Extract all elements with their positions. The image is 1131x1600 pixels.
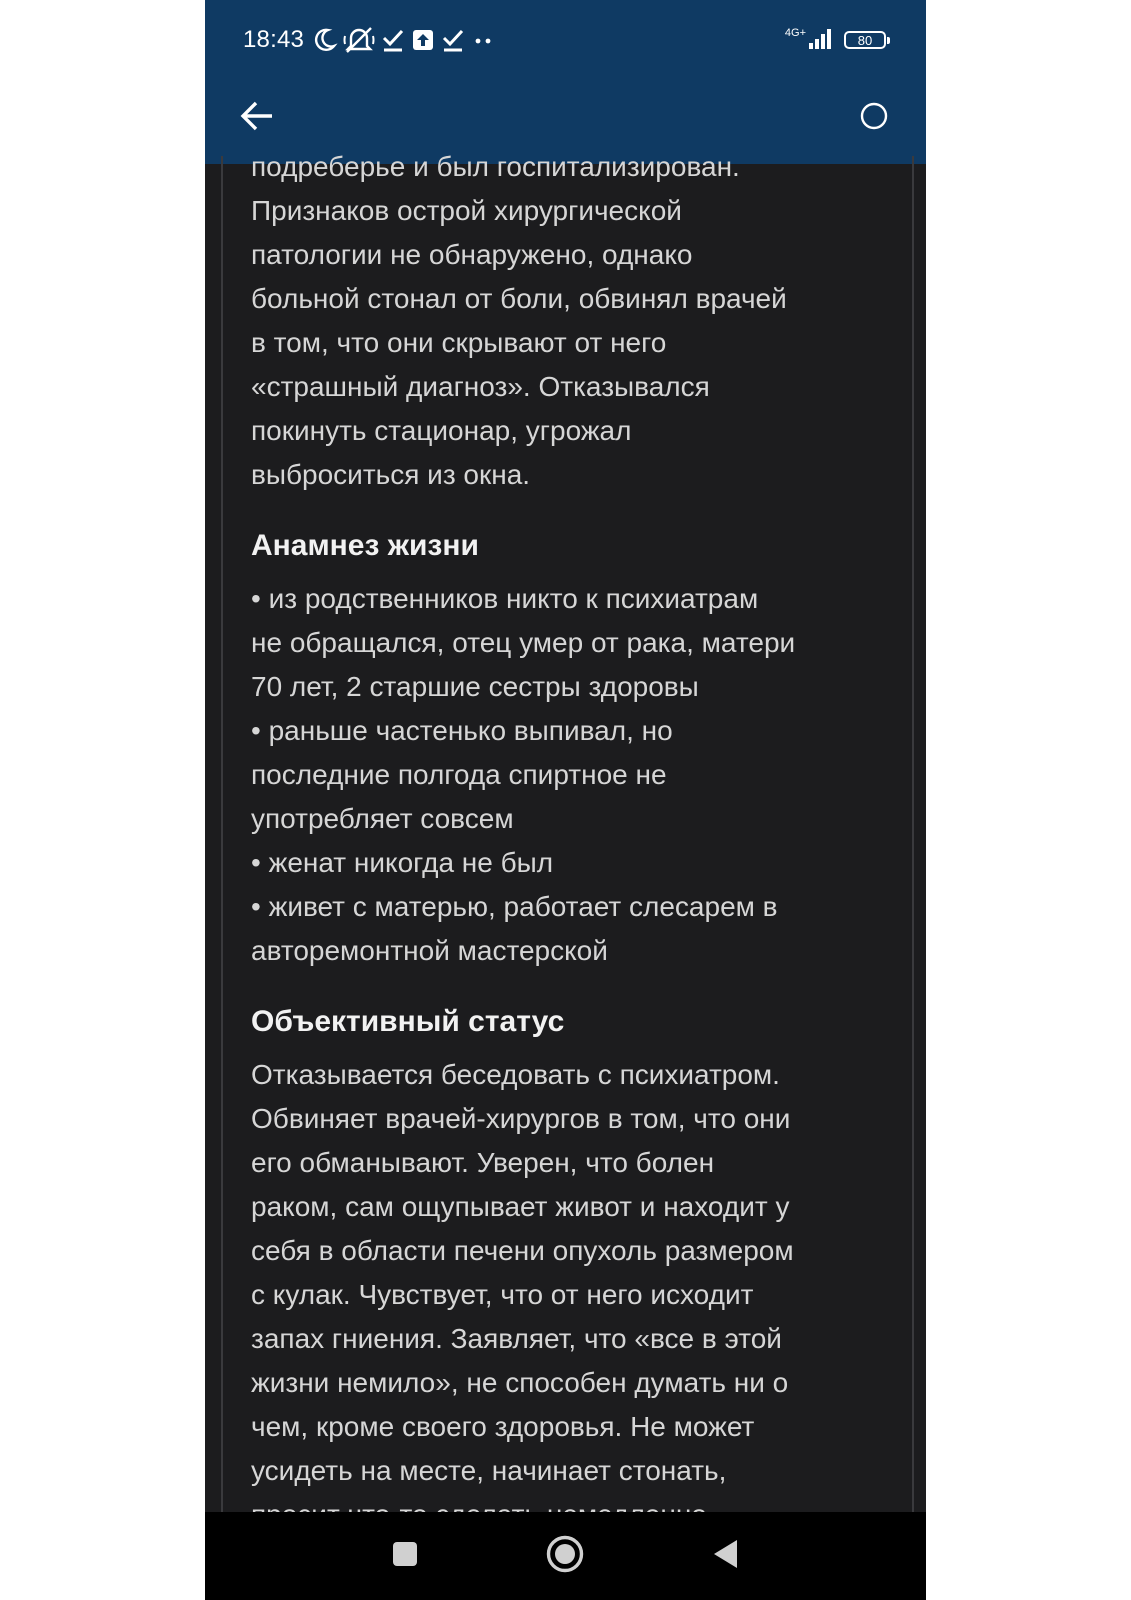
text-line: • женат никогда не был xyxy=(251,847,554,878)
intro-paragraph xyxy=(251,145,891,497)
text-line: • живет с матерью, работает слесарем в xyxy=(251,891,778,922)
moon-icon xyxy=(313,25,337,55)
text-line: его обманывают. Уверен, что болен xyxy=(251,1147,715,1178)
text-line: 70 лет, 2 старшие сестры здоровы xyxy=(251,671,699,702)
article-body xyxy=(251,145,891,1537)
text-line: подреберье и был госпитализирован. xyxy=(251,151,740,182)
text-line: Отказывается беседовать с психиатром. xyxy=(251,1059,780,1090)
text-line: покинуть стационар, угрожал xyxy=(251,415,632,446)
text-line: себя в области печени опухоль размером xyxy=(251,1235,794,1266)
system-nav-bar xyxy=(205,1512,926,1600)
signal-icon xyxy=(808,26,834,55)
arrow-left-icon xyxy=(240,101,274,136)
status-system-icons xyxy=(785,24,886,56)
text-line: жизни немило», не способен думать ни о xyxy=(251,1367,789,1398)
text-line: употребляет совсем xyxy=(251,803,514,834)
more-dots-icon xyxy=(471,25,495,55)
recents-square-icon xyxy=(391,1540,419,1573)
objective-status-paragraph xyxy=(251,1053,891,1537)
text-line: • раньше частенько выпивал, но xyxy=(251,715,673,746)
battery-level: 80 xyxy=(857,32,873,48)
status-time: 18:43 xyxy=(243,26,305,53)
life-history-list xyxy=(251,577,891,973)
home-circle-icon xyxy=(545,1534,585,1579)
status-notification-icons xyxy=(313,24,501,56)
download-check-icon xyxy=(381,25,405,55)
recents-button[interactable] xyxy=(381,1532,429,1580)
status-bar xyxy=(205,0,926,78)
upload-icon xyxy=(411,25,435,55)
back-triangle-icon xyxy=(711,1538,741,1575)
circle-action-button[interactable] xyxy=(852,96,896,140)
article-scroll-area[interactable] xyxy=(205,151,926,1512)
network-type-label: 4G+ xyxy=(784,26,806,39)
text-line: с кулак. Чувствует, что от него исходит xyxy=(251,1279,754,1310)
phone-screen xyxy=(205,0,926,1600)
battery-icon xyxy=(844,31,886,49)
text-line: не обращался, отец умер от рака, матери xyxy=(251,627,796,658)
circle-icon xyxy=(859,101,889,136)
text-line: в том, что они скрывают от него xyxy=(251,327,667,358)
home-button[interactable] xyxy=(541,1532,589,1580)
mute-icon xyxy=(343,25,375,55)
text-line: выброситься из окна. xyxy=(251,459,531,490)
text-line: последние полгода спиртное не xyxy=(251,759,667,790)
download-check-icon xyxy=(441,25,465,55)
text-line: усидеть на месте, начинает стонать, xyxy=(251,1455,727,1486)
text-line: «страшный диагноз». Отказывался xyxy=(251,371,710,402)
text-line: больной стонал от боли, обвинял врачей xyxy=(251,283,787,314)
section-heading-objective-status: Объективный статус xyxy=(251,1005,565,1038)
text-line: Обвиняет врачей-хирургов в том, что они xyxy=(251,1103,791,1134)
text-line: раком, сам ощупывает живот и находит у xyxy=(251,1191,790,1222)
section-heading-life-history: Анамнез жизни xyxy=(251,529,479,562)
text-line: запах гниения. Заявляет, что «все в этой xyxy=(251,1323,782,1354)
back-button[interactable] xyxy=(235,96,279,140)
text-line: чем, кроме своего здоровья. Не может xyxy=(251,1411,755,1442)
back-nav-button[interactable] xyxy=(702,1532,750,1580)
text-line: Признаков острой хирургической xyxy=(251,195,682,226)
text-line: авторемонтной мастерской xyxy=(251,935,608,966)
text-line: • из родственников никто к психиатрам xyxy=(251,583,759,614)
text-line: патологии не обнаружено, однако xyxy=(251,239,693,270)
